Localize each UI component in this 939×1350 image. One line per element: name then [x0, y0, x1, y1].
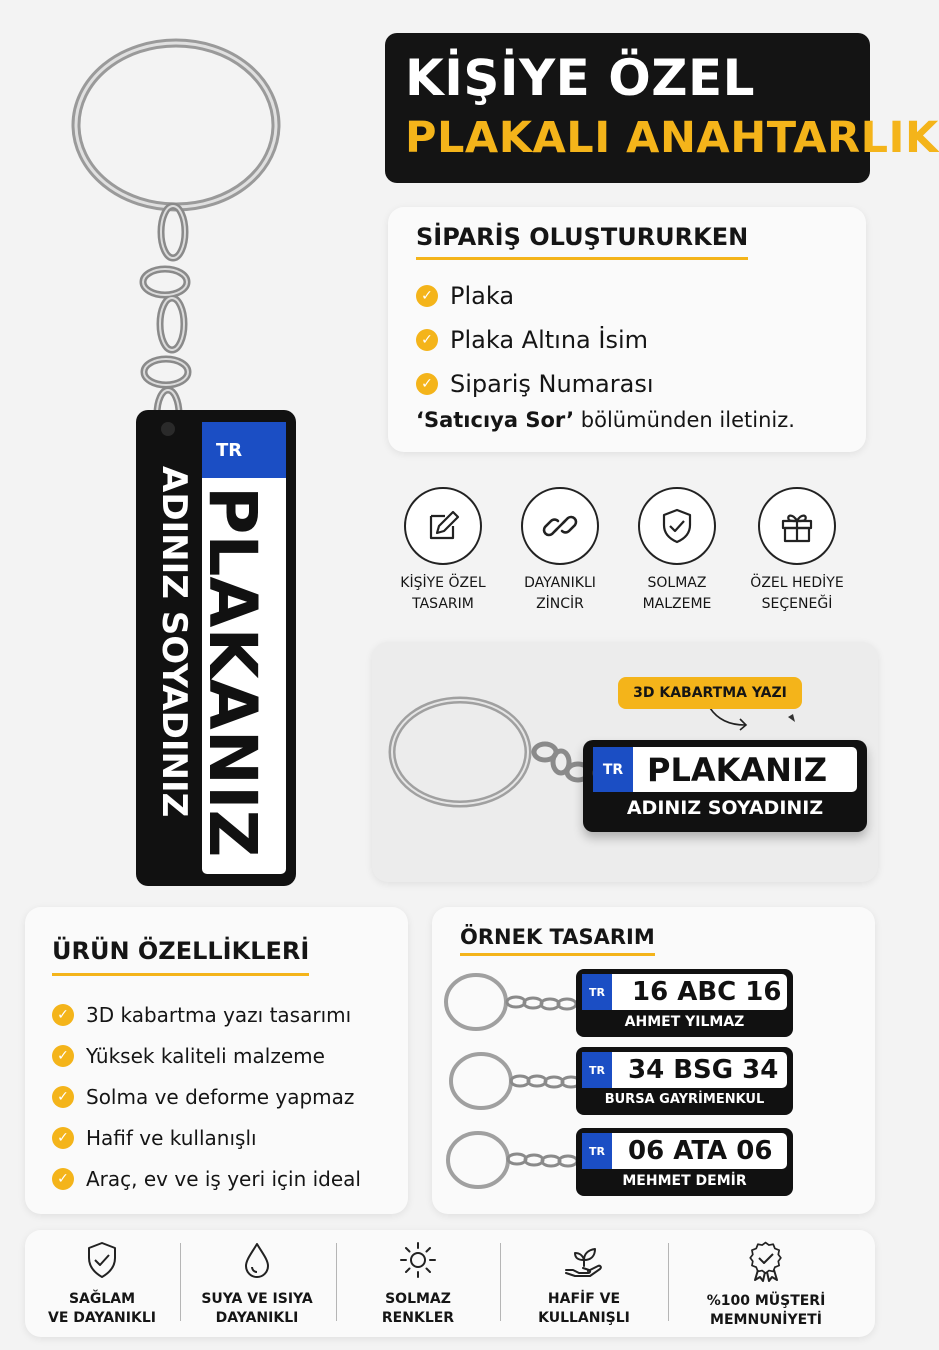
order-item-label: Plaka: [450, 282, 515, 310]
example-plate-3: [576, 1128, 793, 1196]
benefit-durable: [27, 1240, 177, 1328]
check-icon: ✓: [416, 329, 438, 351]
plate-white-panel: [582, 1052, 787, 1088]
order-note: [416, 408, 866, 432]
divider: [500, 1243, 501, 1321]
feature-list-item: [52, 994, 408, 1035]
feature-list-label: 3D kabartma yazı tasarımı: [86, 1002, 352, 1027]
feature-label: SOLMAZ MALZEME: [642, 575, 712, 612]
gift-icon: [758, 487, 836, 565]
title-line-2: PLAKALI ANAHTARLIK: [405, 113, 939, 163]
plate-country-band: [582, 974, 612, 1010]
plate-white-panel: [593, 747, 857, 792]
plate-country-band: [202, 422, 286, 478]
feature-label: KİŞİYE ÖZEL TASARIM: [400, 575, 486, 612]
benefit-label: %100 MÜŞTERİ MEMNUNİYETİ: [706, 1293, 826, 1328]
check-icon: ✓: [52, 1045, 74, 1067]
product-features-heading: ÜRÜN ÖZELLİKLERİ: [52, 937, 309, 976]
sun-icon: [398, 1240, 438, 1280]
check-icon: ✓: [416, 285, 438, 307]
plate-country-code: TR: [589, 1144, 605, 1158]
benefit-satisfaction: [691, 1240, 841, 1330]
plate-owner-name: ADINIZ SOYADINIZ: [154, 466, 194, 818]
keyring-illustration: [60, 20, 300, 460]
title-line-1: KİŞİYE ÖZEL: [405, 49, 756, 107]
main-keychain-plate: [136, 410, 296, 886]
plate-number: 06 ATA 06: [628, 1136, 773, 1166]
embossed-text-callout: 3D KABARTMA YAZI: [618, 677, 802, 709]
example-plate-1: [576, 969, 793, 1037]
title-banner: [385, 33, 939, 183]
plate-country-code: TR: [589, 985, 605, 999]
feature-list-label: Araç, ev ve iş yeri için ideal: [86, 1166, 361, 1191]
plate-number: PLAKANIZ: [647, 751, 828, 789]
plate-number: 16 ABC 16: [632, 977, 782, 1007]
plate-country-band: [582, 1052, 612, 1088]
order-item: [416, 318, 866, 362]
shield-check-icon: [84, 1240, 120, 1280]
feature-list-item: [52, 1158, 408, 1199]
plate-white-panel: [582, 1133, 787, 1169]
photo-plate: [583, 740, 867, 832]
edit-icon: [404, 487, 482, 565]
order-heading: SİPARİŞ OLUŞTURURKEN: [416, 223, 748, 260]
plate-owner-name: AHMET YILMAZ: [624, 1014, 745, 1030]
check-icon: ✓: [52, 1004, 74, 1026]
divider: [668, 1243, 669, 1321]
feature-list-item: [52, 1117, 408, 1158]
feature-list-item: [52, 1035, 408, 1076]
water-drop-icon: [239, 1240, 275, 1280]
benefit-lightweight: [509, 1240, 659, 1328]
check-icon: ✓: [416, 373, 438, 395]
hand-leaf-icon: [562, 1240, 606, 1280]
shield-check-icon: [638, 487, 716, 565]
divider: [180, 1243, 181, 1321]
plate-country-band: [593, 747, 633, 792]
plate-white-panel: [582, 974, 787, 1010]
check-icon: ✓: [52, 1127, 74, 1149]
feature-list-item: [52, 1076, 408, 1117]
check-icon: ✓: [52, 1086, 74, 1108]
benefit-label: SOLMAZ RENKLER: [381, 1291, 455, 1326]
divider: [336, 1243, 337, 1321]
benefit-non-fading: [343, 1240, 493, 1328]
chain-link-icon: [521, 487, 599, 565]
plate-owner-name: ADINIZ SOYADINIZ: [626, 797, 824, 819]
order-item-label: Plaka Altına İsim: [450, 326, 648, 354]
benefit-label: HAFİF VE KULLANIŞLI: [538, 1291, 630, 1326]
feature-label: ÖZEL HEDİYE SEÇENEĞİ: [750, 575, 844, 612]
example-keyrings: [440, 968, 590, 1208]
feature-gift-option: [738, 487, 856, 615]
order-info-card: [388, 207, 866, 452]
example-designs-heading: ÖRNEK TASARIM: [460, 925, 655, 956]
order-item: [416, 362, 866, 406]
badge-check-icon: [746, 1240, 786, 1282]
example-plate-2: [576, 1047, 793, 1115]
benefit-label: SAĞLAM VE DAYANIKLI: [48, 1291, 156, 1326]
plate-owner-name: MEHMET DEMİR: [622, 1173, 747, 1189]
check-icon: ✓: [52, 1168, 74, 1190]
photo-keyring: [385, 690, 600, 820]
order-note-text: bölümünden iletiniz.: [574, 408, 795, 432]
feature-durable-chain: [501, 487, 619, 615]
plate-country-code: TR: [602, 761, 624, 778]
feature-list-label: Yüksek kaliteli malzeme: [86, 1043, 325, 1068]
plate-number: 34 BSG 34: [628, 1055, 779, 1085]
order-item-label: Sipariş Numarası: [450, 370, 654, 398]
plate-owner-name: BURSA GAYRİMENKUL: [604, 1092, 765, 1107]
feature-label: DAYANIKLI ZİNCİR: [524, 575, 596, 612]
plate-number: PLAKANIZ: [194, 486, 271, 858]
plate-country-code: TR: [216, 439, 243, 461]
product-features-card: [25, 907, 408, 1214]
benefit-water-heat: [182, 1240, 332, 1328]
feature-list-label: Hafif ve kullanışlı: [86, 1125, 257, 1150]
order-note-bold: ‘Satıcıya Sor’: [416, 408, 575, 432]
feature-list-label: Solma ve deforme yapmaz: [86, 1084, 355, 1109]
feature-non-fading: [618, 487, 736, 615]
plate-country-code: TR: [589, 1063, 605, 1077]
keychain-hole: [161, 422, 175, 436]
feature-custom-design: [384, 487, 502, 615]
plate-country-band: [582, 1133, 612, 1169]
plate-white-panel: [194, 422, 286, 874]
order-item: [416, 274, 866, 318]
benefit-label: SUYA VE ISIYA DAYANIKLI: [201, 1291, 313, 1326]
